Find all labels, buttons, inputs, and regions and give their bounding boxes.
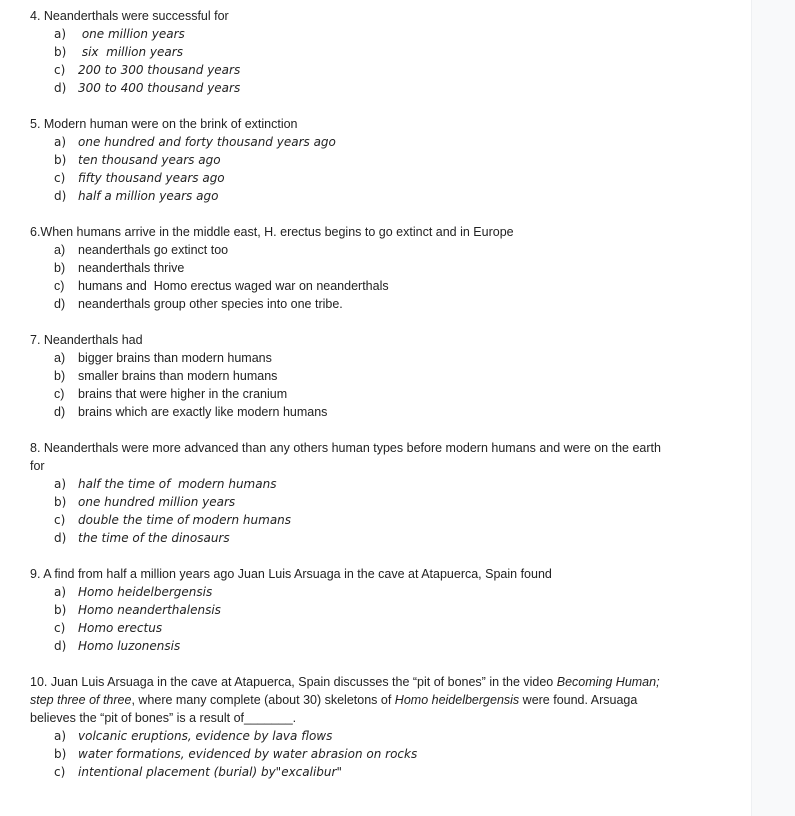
question-10-text: [30, 673, 670, 727]
question-8-text: 8. Neanderthals were more advanced than any others human types before modern humans and were on the earth for: [30, 441, 661, 473]
option-letter: a): [54, 27, 67, 41]
question-9-text: 9. A find from half a million years ago Juan Luis Arsuaga in the cave at Atapuerca, Spain found: [30, 567, 552, 581]
option-letter: c): [54, 765, 66, 779]
option-letter: a): [54, 477, 67, 491]
option-letter: c): [54, 63, 66, 77]
question-4: [30, 7, 670, 97]
option-7b: [30, 367, 670, 385]
question-4-options: [30, 25, 670, 97]
option-letter: a): [54, 135, 67, 149]
option-4a: [30, 25, 670, 43]
question-9-options: [30, 583, 670, 655]
option-9b: [30, 601, 670, 619]
option-6d: [30, 295, 670, 313]
option-text: bigger brains than modern humans: [78, 351, 272, 365]
option-letter: a): [54, 243, 66, 257]
question-5: [30, 115, 670, 205]
option-letter: b): [54, 603, 67, 617]
option-text: 200 to 300 thousand years: [78, 63, 241, 77]
option-letter: d): [54, 81, 67, 95]
question-6: [30, 223, 670, 313]
option-letter: c): [54, 621, 66, 635]
question-8: [30, 439, 670, 547]
option-9c: [30, 619, 670, 637]
option-10b: [30, 745, 670, 763]
option-text: one hundred million years: [78, 495, 236, 509]
question-6-options: [30, 241, 670, 313]
question-10-text-part1: 10. Juan Luis Arsuaga in the cave at Atapuerca, Spain discusses the “pit of bones” in the video: [30, 675, 557, 689]
option-4d: [30, 79, 670, 97]
option-text: the time of the dinosaurs: [78, 531, 230, 545]
option-text: ten thousand years ago: [78, 153, 221, 167]
option-letter: c): [54, 171, 66, 185]
question-9: [30, 565, 670, 655]
option-letter: b): [54, 261, 66, 275]
option-6c: [30, 277, 670, 295]
option-letter: a): [54, 585, 67, 599]
question-7: [30, 331, 670, 421]
option-text: double the time of modern humans: [78, 513, 292, 527]
option-7c: [30, 385, 670, 403]
option-letter: d): [54, 297, 66, 311]
option-6b: [30, 259, 670, 277]
option-6a: [30, 241, 670, 259]
option-letter: b): [54, 153, 67, 167]
option-letter: a): [54, 729, 67, 743]
option-letter: d): [54, 531, 67, 545]
option-5a: [30, 133, 670, 151]
option-text: volcanic eruptions, evidence by lava flows: [78, 729, 333, 743]
document-content: [30, 7, 670, 799]
option-7a: [30, 349, 670, 367]
option-text: Homo neanderthalensis: [78, 603, 221, 617]
option-letter: d): [54, 405, 66, 419]
option-8d: [30, 529, 670, 547]
option-letter: c): [54, 387, 65, 401]
question-5-options: [30, 133, 670, 205]
option-letter: b): [54, 747, 67, 761]
option-text: half the time of modern humans: [78, 477, 277, 491]
option-text: brains which are exactly like modern humans: [78, 405, 328, 419]
question-4-text: 4. Neanderthals were successful for: [30, 9, 229, 23]
option-10a: [30, 727, 670, 745]
option-text: neanderthals go extinct too: [78, 243, 229, 257]
question-10-text-part2: , where many complete (about 30) skeletons of: [131, 693, 395, 707]
question-7-text: 7. Neanderthals had: [30, 333, 143, 347]
option-letter: b): [54, 45, 67, 59]
option-8a: [30, 475, 670, 493]
option-text: Homo luzonensis: [78, 639, 181, 653]
option-7d: [30, 403, 670, 421]
option-10c: [30, 763, 670, 781]
option-letter: d): [54, 189, 67, 203]
option-text: water formations, evidenced by water abrasion on rocks: [78, 747, 418, 761]
question-6-text: 6.When humans arrive in the middle east, H. erectus begins to go extinct and in Europe: [30, 225, 514, 239]
option-text: 300 to 400 thousand years: [78, 81, 241, 95]
option-text: fifty thousand years ago: [78, 171, 225, 185]
option-text: humans and Homo erectus waged war on neanderthals: [78, 279, 389, 293]
question-8-options: [30, 475, 670, 547]
option-letter: b): [54, 369, 66, 383]
option-4c: [30, 61, 670, 79]
option-text: six million years: [78, 45, 183, 59]
question-5-text: 5. Modern human were on the brink of extinction: [30, 117, 298, 131]
option-4b: [30, 43, 670, 61]
option-text: intentional placement (burial) by"excalibur": [78, 765, 342, 779]
option-text: Homo heidelbergensis: [78, 585, 213, 599]
option-text: brains that were higher in the cranium: [78, 387, 288, 401]
option-5b: [30, 151, 670, 169]
question-10-options: [30, 727, 670, 781]
option-5d: [30, 187, 670, 205]
option-letter: d): [54, 639, 67, 653]
question-10-text-part3: were found. Arsuaga believes the “pit of bones” is a result of_______.: [30, 693, 638, 725]
option-8b: [30, 493, 670, 511]
option-text: one hundred and forty thousand years ago: [78, 135, 336, 149]
option-5c: [30, 169, 670, 187]
option-letter: a): [54, 351, 66, 365]
option-8c: [30, 511, 670, 529]
option-9d: [30, 637, 670, 655]
option-letter: c): [54, 513, 66, 527]
video-title: Becoming Human; step three of three: [30, 675, 660, 707]
question-10: [30, 673, 670, 781]
option-text: Homo erectus: [78, 621, 163, 635]
option-text: smaller brains than modern humans: [78, 369, 278, 383]
option-9a: [30, 583, 670, 601]
option-text: neanderthals group other species into one tribe.: [78, 297, 343, 311]
option-letter: c): [54, 279, 65, 293]
option-text: one million years: [78, 27, 185, 41]
species-name: Homo heidelbergensis: [394, 693, 520, 707]
side-panel: [751, 0, 795, 816]
question-7-options: [30, 349, 670, 421]
option-letter: b): [54, 495, 67, 509]
option-text: neanderthals thrive: [78, 261, 185, 275]
option-text: half a million years ago: [78, 189, 219, 203]
